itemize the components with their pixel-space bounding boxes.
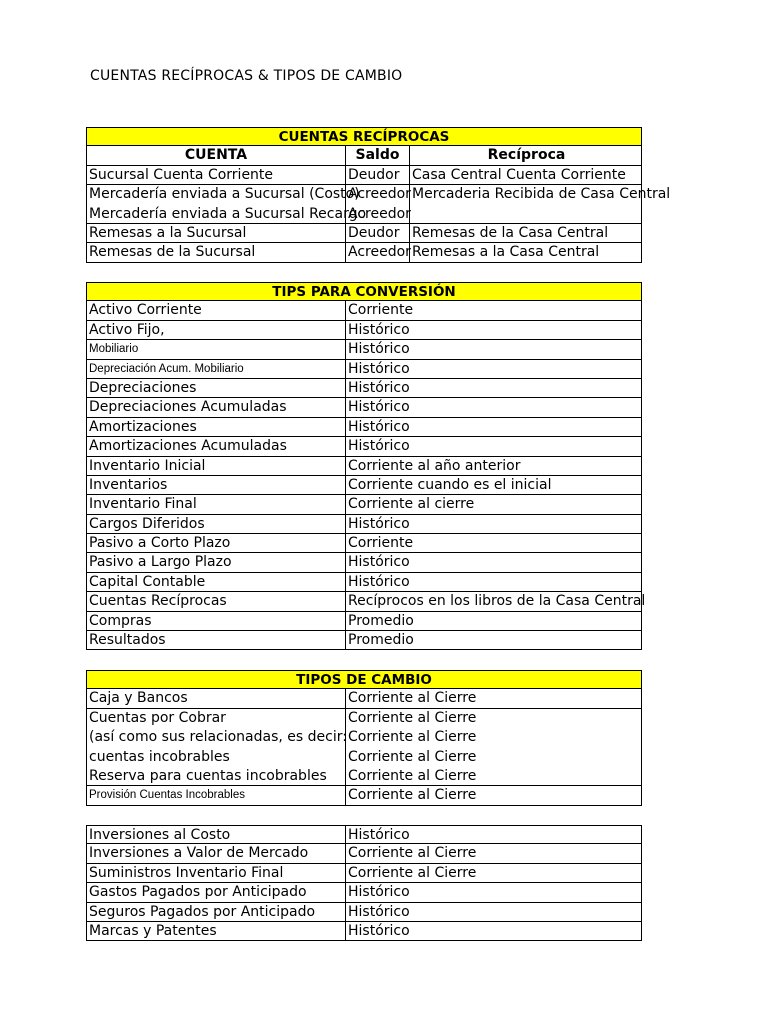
table-row bbox=[86, 825, 642, 844]
table-row bbox=[86, 592, 646, 611]
table-row bbox=[86, 553, 642, 572]
table-row bbox=[86, 864, 642, 883]
concepto-cell: (así como sus relacionadas, es decir: bbox=[89, 729, 347, 746]
concepto-cell: Depreciación Acum. Mobiliario bbox=[89, 362, 244, 375]
table-row bbox=[86, 243, 642, 262]
tipo-cell: Corriente bbox=[345, 534, 643, 552]
concepto-cell: Marcas y Patentes bbox=[89, 922, 217, 939]
reciproca-cell: Mercaderia Recibida de Casa Central bbox=[409, 185, 643, 204]
header-reciproca: Recíproca bbox=[409, 146, 643, 164]
table-row bbox=[86, 748, 642, 767]
tipo-cell: Corriente al Cierre bbox=[345, 844, 643, 862]
tipo-cell: Corriente al Cierre bbox=[345, 864, 643, 882]
otros-table bbox=[86, 825, 642, 941]
table-row bbox=[86, 321, 642, 340]
cuenta-cell: Remesas de la Sucursal bbox=[89, 244, 256, 261]
table-row bbox=[86, 573, 642, 592]
table-row bbox=[86, 495, 642, 514]
page-title: CUENTAS RECÍPROCAS & TIPOS DE CAMBIO bbox=[90, 68, 403, 84]
tipo-cell: Histórico bbox=[345, 418, 643, 436]
tipo-cell: Histórico bbox=[345, 360, 643, 378]
concepto-cell: Activo Fijo, bbox=[89, 321, 165, 338]
table-row bbox=[86, 398, 642, 417]
table-row bbox=[86, 340, 642, 359]
concepto-cell: Activo Corriente bbox=[89, 302, 202, 319]
concepto-cell: Cuentas Recíprocas bbox=[89, 593, 227, 610]
concepto-cell: Amortizaciones bbox=[89, 418, 197, 435]
table-row bbox=[86, 166, 642, 185]
saldo-cell: Acreedor bbox=[345, 243, 409, 261]
table-row bbox=[86, 883, 642, 902]
cambio-table bbox=[86, 670, 642, 806]
table-row bbox=[86, 437, 642, 456]
table-row bbox=[86, 689, 642, 708]
concepto-cell: Cargos Diferidos bbox=[89, 515, 205, 532]
table-row bbox=[86, 476, 642, 495]
table-row bbox=[86, 457, 642, 476]
saldo-cell: Deudor bbox=[345, 166, 409, 184]
tipo-cell: Histórico bbox=[345, 379, 643, 397]
saldo-cell: Acreedor bbox=[345, 185, 409, 204]
reciproca-cell: Remesas a la Casa Central bbox=[409, 243, 643, 261]
tipo-cell: Histórico bbox=[345, 340, 643, 358]
table-row bbox=[86, 301, 642, 320]
tipo-cell: Corriente al año anterior bbox=[345, 457, 643, 475]
tipo-cell: Histórico bbox=[345, 398, 643, 416]
reciproca-cell: Casa Central Cuenta Corriente bbox=[409, 166, 643, 184]
tipo-cell: Corriente al Cierre bbox=[345, 709, 643, 728]
tipo-cell: Recíprocos en los libros de la Casa Central bbox=[345, 592, 643, 610]
concepto-cell: Provisión Cuentas Incobrables bbox=[89, 789, 245, 802]
concepto-cell: cuentas incobrables bbox=[89, 748, 230, 765]
reciprocas-header-row bbox=[86, 146, 642, 165]
tipo-cell: Corriente bbox=[345, 301, 643, 319]
tipo-cell: Histórico bbox=[345, 922, 643, 940]
tipo-cell: Promedio bbox=[345, 631, 643, 649]
table-row bbox=[86, 224, 642, 243]
saldo-cell: Acreedor bbox=[345, 205, 409, 223]
table-row bbox=[86, 786, 642, 805]
concepto-cell: Pasivo a Corto Plazo bbox=[89, 535, 231, 552]
concepto-cell: Inversiones al Costo bbox=[89, 827, 231, 843]
concepto-cell: Amortizaciones Acumuladas bbox=[89, 438, 287, 455]
reciproca-cell: Remesas de la Casa Central bbox=[409, 224, 643, 242]
table-row bbox=[86, 205, 642, 224]
table-row bbox=[86, 418, 642, 437]
concepto-cell: Suministros Inventario Final bbox=[89, 864, 284, 881]
tipo-cell: Histórico bbox=[345, 826, 643, 843]
table-row bbox=[86, 185, 671, 204]
tips-band: TIPS PARA CONVERSIÓN bbox=[86, 282, 642, 301]
tips-table bbox=[86, 282, 646, 650]
tipo-cell: Corriente al Cierre bbox=[345, 689, 643, 707]
tipo-cell: Histórico bbox=[345, 883, 643, 901]
concepto-cell: Inventarios bbox=[89, 476, 168, 493]
tipo-cell: Histórico bbox=[345, 515, 643, 533]
concepto-cell: Inversiones a Valor de Mercado bbox=[89, 845, 309, 862]
table-row bbox=[86, 360, 642, 379]
table-row bbox=[86, 631, 642, 650]
tipo-cell: Corriente al Cierre bbox=[345, 767, 643, 785]
table-row bbox=[86, 709, 642, 728]
concepto-cell: Gastos Pagados por Anticipado bbox=[89, 884, 307, 901]
table-row bbox=[86, 922, 642, 941]
saldo-cell: Deudor bbox=[345, 224, 409, 242]
cuenta-cell: Remesas a la Sucursal bbox=[89, 224, 247, 241]
table-row bbox=[86, 767, 642, 786]
cuenta-cell: Mercadería enviada a Sucursal Recargo bbox=[89, 205, 367, 222]
concepto-cell: Mobiliario bbox=[89, 343, 139, 356]
tipo-cell: Histórico bbox=[345, 437, 643, 455]
reciproca-cell bbox=[409, 205, 643, 223]
header-saldo: Saldo bbox=[345, 146, 409, 164]
cuenta-cell: Sucursal Cuenta Corriente bbox=[89, 166, 274, 183]
concepto-cell: Compras bbox=[89, 612, 152, 629]
table-row bbox=[86, 515, 642, 534]
header-cuenta: CUENTA bbox=[184, 147, 248, 164]
reciprocas-table bbox=[86, 127, 671, 263]
table-row bbox=[86, 903, 642, 922]
concepto-cell: Inventario Inicial bbox=[89, 457, 206, 474]
tipo-cell: Corriente al Cierre bbox=[345, 728, 643, 747]
reciprocas-band: CUENTAS RECÍPROCAS bbox=[86, 127, 642, 146]
concepto-cell: Reserva para cuentas incobrables bbox=[89, 767, 327, 784]
tipo-cell: Promedio bbox=[345, 612, 643, 630]
table-row bbox=[86, 612, 642, 631]
concepto-cell: Depreciaciones Acumuladas bbox=[89, 399, 287, 416]
table-row bbox=[86, 728, 642, 747]
tipo-cell: Corriente al cierre bbox=[345, 495, 643, 513]
table-row bbox=[86, 534, 642, 553]
concepto-cell: Cuentas por Cobrar bbox=[89, 709, 226, 726]
tipo-cell: Corriente cuando es el inicial bbox=[345, 476, 643, 494]
concepto-cell: Seguros Pagados por Anticipado bbox=[89, 903, 316, 920]
concepto-cell: Resultados bbox=[89, 632, 166, 649]
tipo-cell: Histórico bbox=[345, 321, 643, 339]
tipo-cell: Histórico bbox=[345, 553, 643, 571]
table-row bbox=[86, 379, 642, 398]
concepto-cell: Depreciaciones bbox=[89, 379, 197, 396]
tipo-cell: Corriente al Cierre bbox=[345, 786, 643, 804]
tipo-cell: Histórico bbox=[345, 573, 643, 591]
cambio-band: TIPOS DE CAMBIO bbox=[86, 670, 642, 689]
concepto-cell: Caja y Bancos bbox=[89, 690, 188, 707]
concepto-cell: Pasivo a Largo Plazo bbox=[89, 554, 232, 571]
concepto-cell: Inventario Final bbox=[89, 496, 197, 513]
table-row bbox=[86, 844, 642, 863]
cuenta-cell: Mercadería enviada a Sucursal (Costo) bbox=[89, 186, 360, 203]
tipo-cell: Histórico bbox=[345, 903, 643, 921]
concepto-cell: Capital Contable bbox=[89, 573, 206, 590]
tipo-cell: Corriente al Cierre bbox=[345, 748, 643, 767]
